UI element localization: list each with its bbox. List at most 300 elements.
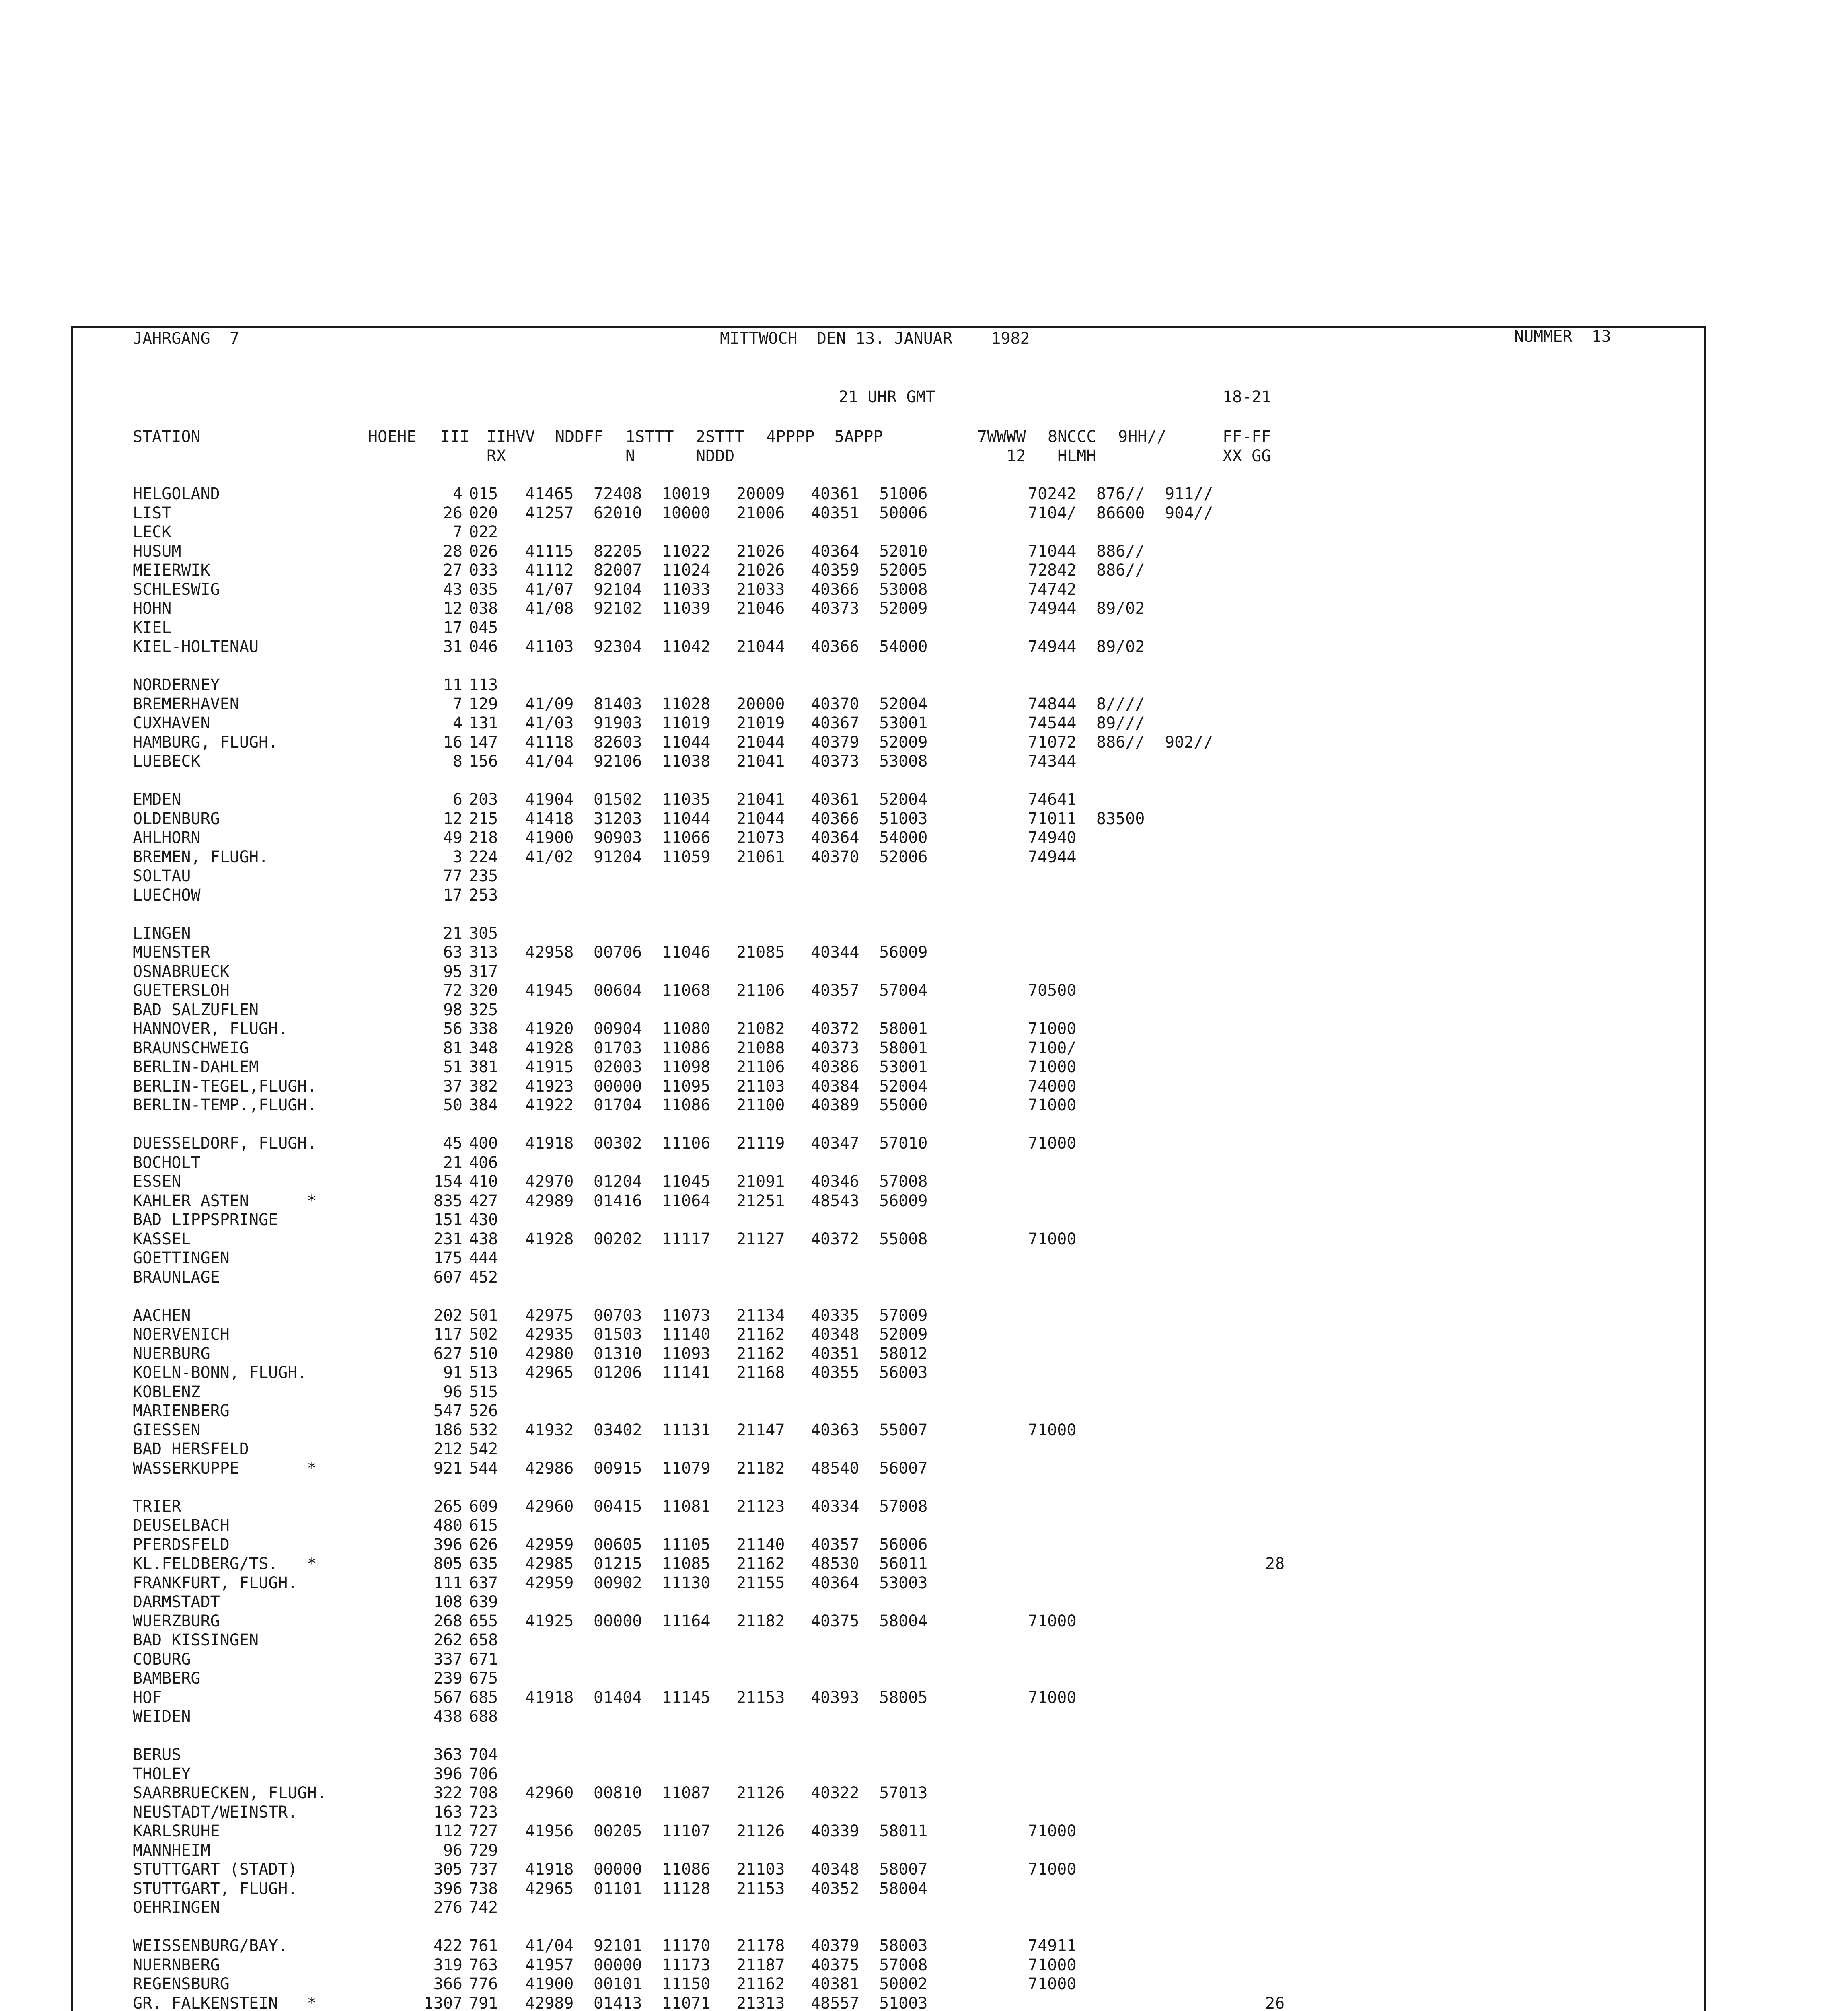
cell-iihvv [525, 1841, 594, 1861]
cell-1sttt [662, 676, 736, 695]
cell-5appp: 53003 [879, 1573, 928, 1592]
cell-iii: 020 [469, 504, 498, 522]
cell-7wwww: 71000 [1028, 1688, 1077, 1707]
cell-7wwww [948, 1516, 1096, 1536]
cell-hoehe: 112 [433, 1822, 463, 1840]
cell-1sttt: 11095 [662, 1077, 711, 1096]
cell-iii: 738 [469, 1879, 498, 1898]
cell-7wwww: 74944 [1028, 599, 1077, 618]
cell-1sttt [662, 619, 736, 638]
cell-iii: 384 [469, 1096, 498, 1114]
cell-hoehe: 11 [443, 676, 463, 694]
table-row [133, 1268, 1330, 1287]
cell-ff-ff [1233, 752, 1330, 771]
cell-nddff [594, 1249, 662, 1268]
cell-1sttt [662, 1898, 736, 1918]
cell-9hh [1165, 1707, 1233, 1727]
table-row [133, 1459, 1330, 1478]
cell-8nccc [1096, 1555, 1165, 1574]
cell-8nccc [1096, 1172, 1165, 1192]
cell-iii: 382 [469, 1077, 498, 1096]
cell-5appp: 53001 [879, 1058, 928, 1076]
cell-4pppp: 40351 [811, 504, 859, 522]
cell-station: EMDEN [133, 790, 181, 809]
cell-ff-ff [1233, 485, 1330, 504]
cell-iii: 685 [469, 1688, 498, 1707]
cell-hoehe: 163 [433, 1803, 463, 1822]
table-row [133, 695, 1330, 714]
cell-7wwww [948, 1325, 1096, 1345]
cell-9hh [1165, 1612, 1233, 1631]
cell-2sttt [736, 1707, 811, 1727]
cell-iii: 156 [469, 752, 498, 771]
cell-ff-ff [1233, 1593, 1330, 1612]
cell-5appp: 55000 [879, 1096, 928, 1114]
cell-nddff [594, 1669, 662, 1688]
cell-5appp [879, 1154, 948, 1173]
cell-1sttt: 11045 [662, 1172, 711, 1191]
cell-7wwww [948, 1669, 1096, 1688]
cell-8nccc [1096, 752, 1165, 771]
cell-hoehe: 49 [443, 829, 463, 847]
cell-4pppp: 40361 [811, 485, 859, 503]
cell-4pppp [811, 867, 879, 886]
cell-5appp [879, 1765, 948, 1784]
cell-8nccc: 86600 [1096, 504, 1145, 522]
cell-iii: 501 [469, 1306, 498, 1325]
cell-7wwww [948, 1172, 1096, 1192]
cell-4pppp: 40381 [811, 1975, 859, 1993]
cell-2sttt: 21044 [736, 809, 785, 828]
cell-iihvv [525, 1631, 594, 1650]
cell-iii: 727 [469, 1822, 498, 1840]
cell-9hh [1165, 752, 1233, 771]
cell-8nccc: 89/02 [1096, 637, 1145, 656]
col-hoehe: HOEHE [368, 428, 417, 446]
cell-nddff [594, 1154, 662, 1173]
cell-hoehe: 117 [433, 1325, 463, 1344]
cell-5appp: 58001 [879, 1020, 928, 1038]
cell-1sttt [662, 1841, 736, 1861]
cell-1sttt [662, 1516, 736, 1536]
cell-5appp: 52010 [879, 542, 928, 561]
cell-8nccc [1096, 1345, 1165, 1364]
cell-iii: 438 [469, 1230, 498, 1248]
cell-5appp [879, 886, 948, 905]
table-row [133, 1574, 1330, 1593]
cell-5appp: 52009 [879, 1325, 928, 1344]
cell-iihvv: 41915 [525, 1058, 574, 1076]
table-row [133, 1841, 1330, 1861]
cell-2sttt [736, 1650, 811, 1670]
cell-ff-ff [1233, 829, 1330, 848]
table-row [133, 485, 1330, 504]
cell-hoehe: 921 [433, 1459, 463, 1478]
cell-8nccc [1096, 1898, 1165, 1918]
table-row [133, 1956, 1330, 1975]
cell-5appp [879, 924, 948, 944]
cell-5appp: 57004 [879, 981, 928, 1000]
cell-9hh [1165, 1574, 1233, 1593]
table-row [133, 1555, 1330, 1574]
cell-iihvv: 42980 [525, 1344, 574, 1363]
cell-iii: 791 [469, 1994, 498, 2011]
cell-9hh [1165, 1536, 1233, 1555]
cell-4pppp: 48557 [811, 1994, 859, 2011]
station-table [133, 485, 1330, 2011]
cell-nddff: 00000 [594, 1077, 642, 1096]
cell-9hh [1165, 619, 1233, 638]
cell-nddff [594, 1765, 662, 1784]
cell-2sttt: 21251 [736, 1191, 785, 1210]
cell-ff-ff [1233, 1631, 1330, 1650]
cell-2sttt [736, 1516, 811, 1536]
cell-hoehe: 438 [433, 1707, 463, 1726]
cell-7wwww [948, 1249, 1096, 1268]
cell-nddff: 00703 [594, 1306, 642, 1325]
cell-9hh [1165, 1421, 1233, 1440]
cell-7wwww [948, 1574, 1096, 1593]
cell-ff-ff [1233, 1612, 1330, 1631]
cell-1sttt: 11024 [662, 561, 711, 580]
cell-nddff: 01101 [594, 1879, 642, 1898]
cell-ff-ff: 28 [1265, 1555, 1285, 1573]
cell-9hh [1165, 1001, 1233, 1020]
table-row [133, 1631, 1330, 1650]
cell-station: MANNHEIM [133, 1841, 210, 1860]
cell-ff-ff [1233, 1020, 1330, 1039]
cell-9hh [1165, 1937, 1233, 1956]
cell-iii: 776 [469, 1975, 498, 1993]
cell-1sttt [662, 962, 736, 982]
cell-station: SCHLESWIG [133, 580, 220, 599]
cell-1sttt: 11033 [662, 580, 711, 599]
cell-4pppp [811, 1650, 879, 1670]
cell-hoehe: 231 [433, 1230, 463, 1248]
cell-5appp [879, 1631, 948, 1650]
cell-nddff: 92102 [594, 599, 642, 618]
cell-2sttt [736, 886, 811, 905]
cell-nddff [594, 1383, 662, 1402]
cell-ff-ff [1233, 1975, 1330, 1994]
cell-7wwww: 74742 [1028, 580, 1077, 599]
cell-4pppp [811, 1765, 879, 1784]
cell-9hh [1165, 1975, 1233, 1994]
cell-9hh [1165, 829, 1233, 848]
cell-2sttt: 21187 [736, 1955, 785, 1974]
cell-7wwww [948, 867, 1096, 886]
cell-4pppp: 40393 [811, 1688, 859, 1707]
cell-5appp: 57013 [879, 1784, 928, 1802]
cell-9hh [1165, 1765, 1233, 1784]
cell-9hh [1165, 1268, 1233, 1287]
cell-8nccc [1096, 1039, 1165, 1058]
cell-8nccc [1096, 1650, 1165, 1670]
cell-iihvv: 42989 [525, 1994, 574, 2011]
cell-1sttt: 11068 [662, 981, 711, 1000]
cell-nddff: 00902 [594, 1573, 642, 1592]
cell-station: LUECHOW [133, 886, 201, 905]
table-row [133, 676, 1330, 695]
cell-4pppp [811, 1440, 879, 1459]
cell-iii: 729 [469, 1841, 498, 1860]
cell-iihvv: 42975 [525, 1306, 574, 1325]
cell-nddff: 01503 [594, 1325, 642, 1344]
cell-1sttt [662, 924, 736, 944]
cell-1sttt: 11093 [662, 1344, 711, 1363]
cell-nddff: 00000 [594, 1612, 642, 1631]
cell-8nccc: 886// [1096, 561, 1145, 580]
cell-hoehe: 363 [433, 1746, 463, 1764]
group-spacer [133, 1727, 1330, 1746]
cell-iii: 513 [469, 1363, 498, 1382]
cell-4pppp: 40373 [811, 752, 859, 771]
cell-8nccc [1096, 1631, 1165, 1650]
cell-1sttt [662, 1803, 736, 1822]
cell-station: OSNABRUECK [133, 962, 230, 981]
cell-4pppp [811, 1669, 879, 1688]
cell-iii: 526 [469, 1402, 498, 1420]
cell-4pppp [811, 1516, 879, 1536]
cell-7wwww [948, 1555, 1096, 1574]
cell-ff-ff [1233, 1345, 1330, 1364]
cell-station: BAD KISSINGEN [133, 1631, 259, 1649]
cell-station: KASSEL [133, 1230, 191, 1248]
cell-iihvv: 42935 [525, 1325, 574, 1344]
cell-2sttt [736, 1440, 811, 1459]
cell-nddff [594, 1593, 662, 1612]
cell-station: HOHN [133, 599, 172, 618]
cell-iii: 320 [469, 981, 498, 1000]
cell-8nccc: 876// [1096, 485, 1145, 503]
cell-iii: 532 [469, 1421, 498, 1439]
cell-9hh: 902// [1165, 733, 1213, 752]
cell-nddff: 92104 [594, 580, 642, 599]
cell-9hh [1165, 981, 1233, 1001]
cell-7wwww [948, 1345, 1096, 1364]
cell-hoehe: 72 [443, 981, 463, 1000]
cell-iihvv [525, 886, 594, 905]
cell-station: REGENSBURG [133, 1975, 230, 1993]
cell-1sttt: 11117 [662, 1230, 711, 1248]
cell-4pppp: 40334 [811, 1497, 859, 1516]
cell-station: LIST [133, 504, 172, 522]
cell-iihvv [525, 867, 594, 886]
cell-1sttt: 11035 [662, 790, 711, 809]
cell-station: DUESSELDORF, FLUGH. [133, 1134, 317, 1153]
cell-ff-ff [1233, 867, 1330, 886]
cell-hoehe: 16 [443, 733, 463, 752]
cell-iihvv: 41/09 [525, 695, 574, 714]
cell-nddff: 00605 [594, 1535, 642, 1554]
table-row [133, 619, 1330, 638]
cell-4pppp [811, 1211, 879, 1230]
cell-4pppp: 40347 [811, 1134, 859, 1153]
col-iii: III [440, 428, 470, 446]
cell-station: BREMERHAVEN [133, 695, 239, 714]
cell-hoehe: 276 [433, 1898, 463, 1917]
cell-hoehe: 1307 [423, 1994, 463, 2011]
cell-2sttt: 21127 [736, 1230, 785, 1248]
cell-1sttt [662, 1765, 736, 1784]
cell-station: BAMBERG [133, 1669, 201, 1688]
cell-9hh [1165, 886, 1233, 905]
cell-9hh [1165, 1822, 1233, 1841]
cell-iihvv [525, 1440, 594, 1459]
cell-hoehe: 337 [433, 1650, 463, 1669]
cell-9hh [1165, 1325, 1233, 1345]
cell-2sttt: 20009 [736, 485, 785, 503]
cell-ff-ff [1233, 714, 1330, 733]
cell-1sttt: 11042 [662, 637, 711, 656]
cell-2sttt: 21006 [736, 504, 785, 522]
cell-8nccc [1096, 1268, 1165, 1287]
col-8nccc: 8NCCC HLMH [1048, 428, 1096, 465]
cell-iii: 338 [469, 1020, 498, 1038]
cell-1sttt: 11107 [662, 1822, 711, 1840]
cell-5appp: 52004 [879, 695, 928, 714]
cell-9hh [1165, 1211, 1233, 1230]
cell-7wwww: 74940 [1028, 829, 1077, 847]
cell-1sttt: 11066 [662, 829, 711, 847]
cell-2sttt: 20000 [736, 695, 785, 714]
jahrgang-label: JAHRGANG [133, 329, 210, 348]
cell-hoehe: 151 [433, 1211, 463, 1229]
cell-9hh [1165, 1879, 1233, 1899]
cell-9hh [1165, 848, 1233, 867]
cell-4pppp: 40364 [811, 829, 859, 847]
cell-nddff: 01413 [594, 1994, 642, 2011]
cell-1sttt: 11044 [662, 809, 711, 828]
cell-iihvv: 42965 [525, 1363, 574, 1382]
cell-hoehe: 322 [433, 1784, 463, 1802]
cell-iihvv: 41922 [525, 1096, 574, 1114]
cell-1sttt: 10019 [662, 485, 711, 503]
cell-station: LUEBECK [133, 752, 201, 771]
cell-2sttt [736, 676, 811, 695]
cell-9hh [1165, 1994, 1233, 2011]
cell-1sttt: 11038 [662, 752, 711, 771]
cell-ff-ff [1233, 580, 1330, 600]
col-nddff: NDDFF [555, 428, 604, 446]
cell-iihvv [525, 1154, 594, 1173]
cell-4pppp: 40335 [811, 1306, 859, 1325]
cell-5appp [879, 1001, 948, 1020]
cell-5appp: 54000 [879, 637, 928, 656]
cell-7wwww: 72842 [1028, 561, 1077, 580]
cell-9hh [1165, 1383, 1233, 1402]
cell-8nccc [1096, 1860, 1165, 1879]
cell-2sttt [736, 867, 811, 886]
cell-iihvv [525, 523, 594, 542]
cell-2sttt: 21182 [736, 1612, 785, 1631]
cell-ff-ff [1233, 1765, 1330, 1784]
table-row [133, 1192, 1330, 1211]
cell-8nccc [1096, 1440, 1165, 1459]
table-row [133, 1421, 1330, 1440]
cell-7wwww [948, 1363, 1096, 1383]
cell-8nccc [1096, 1402, 1165, 1421]
cell-7wwww [948, 1459, 1096, 1478]
cell-iihvv [525, 1268, 594, 1287]
table-row [133, 1669, 1330, 1688]
cell-2sttt [736, 1402, 811, 1421]
table-row [133, 848, 1330, 867]
cell-station: BAD LIPPSPRINGE [133, 1211, 278, 1229]
cell-9hh [1165, 962, 1233, 982]
cell-station: FRANKFURT, FLUGH. [133, 1573, 298, 1592]
group-spacer [133, 771, 1330, 791]
cell-hoehe: 835 [433, 1191, 463, 1210]
cell-4pppp: 40364 [811, 1573, 859, 1592]
col-1sttt: 1STTT N [625, 428, 674, 465]
cell-iihvv [525, 1593, 594, 1612]
cell-2sttt: 21082 [736, 1020, 785, 1038]
cell-iii: 510 [469, 1344, 498, 1363]
cell-iihvv: 41928 [525, 1230, 574, 1248]
table-row [133, 981, 1330, 1001]
table-row [133, 1593, 1330, 1612]
cell-7wwww: 7100/ [1028, 1038, 1077, 1057]
cell-ff-ff [1233, 1001, 1330, 1020]
cell-2sttt: 21134 [736, 1306, 785, 1325]
cell-7wwww [948, 619, 1096, 638]
cell-9hh [1165, 1688, 1233, 1708]
cell-1sttt [662, 1402, 736, 1421]
cell-ff-ff [1233, 1516, 1330, 1536]
cell-station: AHLHORN [133, 829, 201, 847]
cell-2sttt: 21046 [736, 599, 785, 618]
cell-station: BRAUNSCHWEIG [133, 1038, 249, 1057]
table-row [133, 1765, 1330, 1784]
cell-5appp: 51003 [879, 1994, 928, 2011]
cell-iihvv: 41957 [525, 1955, 574, 1974]
cell-iihvv [525, 1746, 594, 1765]
cell-ff-ff [1233, 1440, 1330, 1459]
cell-7wwww [948, 924, 1096, 944]
cell-4pppp [811, 924, 879, 944]
cell-4pppp: 40344 [811, 943, 859, 962]
cell-2sttt [736, 1001, 811, 1020]
cell-station: KOBLENZ [133, 1382, 201, 1401]
cell-5appp [879, 1402, 948, 1421]
cell-iihvv: 41904 [525, 790, 574, 809]
cell-iihvv: 41900 [525, 829, 574, 847]
cell-5appp [879, 867, 948, 886]
cell-8nccc [1096, 1325, 1165, 1345]
cell-5appp [879, 1650, 948, 1670]
cell-8nccc [1096, 1516, 1165, 1536]
cell-1sttt: 11046 [662, 943, 711, 962]
cell-hoehe: 21 [443, 1153, 463, 1172]
cell-station: GR. FALKENSTEIN * [133, 1994, 317, 2011]
cell-ff-ff [1233, 962, 1330, 982]
group-spacer [133, 657, 1330, 676]
cell-4pppp [811, 962, 879, 982]
cell-4pppp [811, 619, 879, 638]
group-spacer [133, 1287, 1330, 1306]
table-row [133, 1154, 1330, 1173]
cell-7wwww: 71000 [1028, 1822, 1077, 1840]
cell-9hh [1165, 1363, 1233, 1383]
cell-nddff: 00000 [594, 1860, 642, 1879]
cell-5appp: 52009 [879, 733, 928, 752]
cell-4pppp [811, 1593, 879, 1612]
cell-2sttt: 21168 [736, 1363, 785, 1382]
cell-7wwww [948, 1211, 1096, 1230]
cell-1sttt: 11150 [662, 1975, 711, 1993]
cell-ff-ff [1233, 1574, 1330, 1593]
